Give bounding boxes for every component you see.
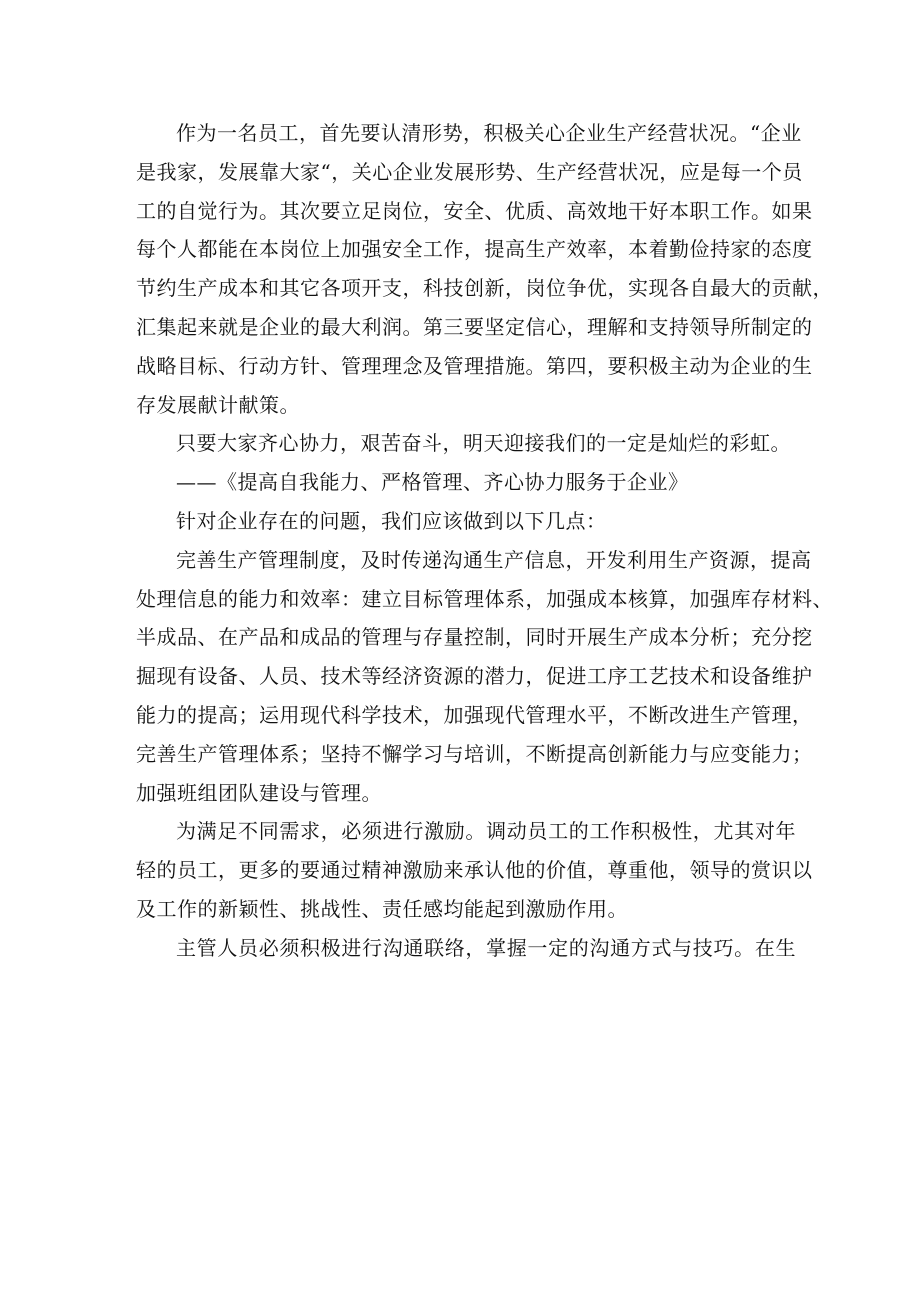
text-line: 能力的提高；运用现代科学技术，加强现代管理水平，不断改进生产管理， [136,702,813,727]
text-line: 完善生产管理制度，及时传递沟通生产信息，开发利用生产资源，提高 [176,547,812,572]
text-line: 只要大家齐心协力，艰苦奋斗，明天迎接我们的一定是灿烂的彩虹。 [176,431,791,456]
paragraph-communication [136,929,796,968]
text-line: 轻的员工，更多的要通过精神激励来承认他的价值，尊重他，领导的赏识以 [136,858,813,883]
text-line: 掘现有设备、人员、技术等经济资源的潜力，促进工序工艺技术和设备维护 [136,664,813,689]
text-line: 作为一名员工，首先要认清形势，积极关心企业生产经营状况。“企业 [176,121,802,145]
text-line: 汇集起来就是企业的最大利润。第三要坚定信心，理解和支持领导所制定的 [136,314,813,339]
paragraph-intro-points [136,502,796,541]
paragraph-motivation [136,812,813,928]
source-title: ——《提高自我能力、严格管理、齐心协力服务于企业》 [176,470,689,495]
paragraph-rainbow [136,424,796,463]
text-line: 处理信息的能力和效率：建立目标管理体系，加强成本核算，加强库存材料、 [136,586,833,611]
text-line: 主管人员必须积极进行沟通联络，掌握一定的沟通方式与技巧。在生 [176,935,796,960]
text-line: 每个人都能在本岗位上加强安全工作，提高生产效率，本着勤俭持家的态度 [136,237,813,262]
paragraph-production-management [136,541,833,813]
text-line: 节约生产成本和其它各项开支，科技创新，岗位争优，实现各自最大的贡献， [136,276,833,301]
text-line: 是我家，发展靠大家“，关心企业发展形势、生产经营状况，应是每一个员 [136,159,803,184]
text-line: 半成品、在产品和成品的管理与存量控制，同时开展生产成本分析；充分挖 [136,625,813,650]
text-line: 存发展献计献策。 [136,392,300,417]
text-line: 加强班组团队建设与管理。 [136,780,382,805]
text-line: 及工作的新颖性、挑战性、责任感均能起到激励作用。 [136,896,628,921]
text-line: 工的自觉行为。其次要立足岗位，安全、优质、高效地干好本职工作。如果 [136,198,813,223]
text-line: 完善生产管理体系；坚持不懈学习与培训，不断提高创新能力与应变能力； [136,741,813,766]
paragraph-source-title [136,463,796,502]
text-line: 针对企业存在的问题，我们应该做到以下几点： [176,508,607,533]
document-body [136,114,833,968]
paragraph-employee-duties [136,114,833,424]
text-line: 为满足不同需求，必须进行激励。调动员工的工作积极性，尤其对年 [176,819,796,844]
text-line: 战略目标、行动方针、管理理念及管理措施。第四，要积极主动为企业的生 [136,353,813,378]
